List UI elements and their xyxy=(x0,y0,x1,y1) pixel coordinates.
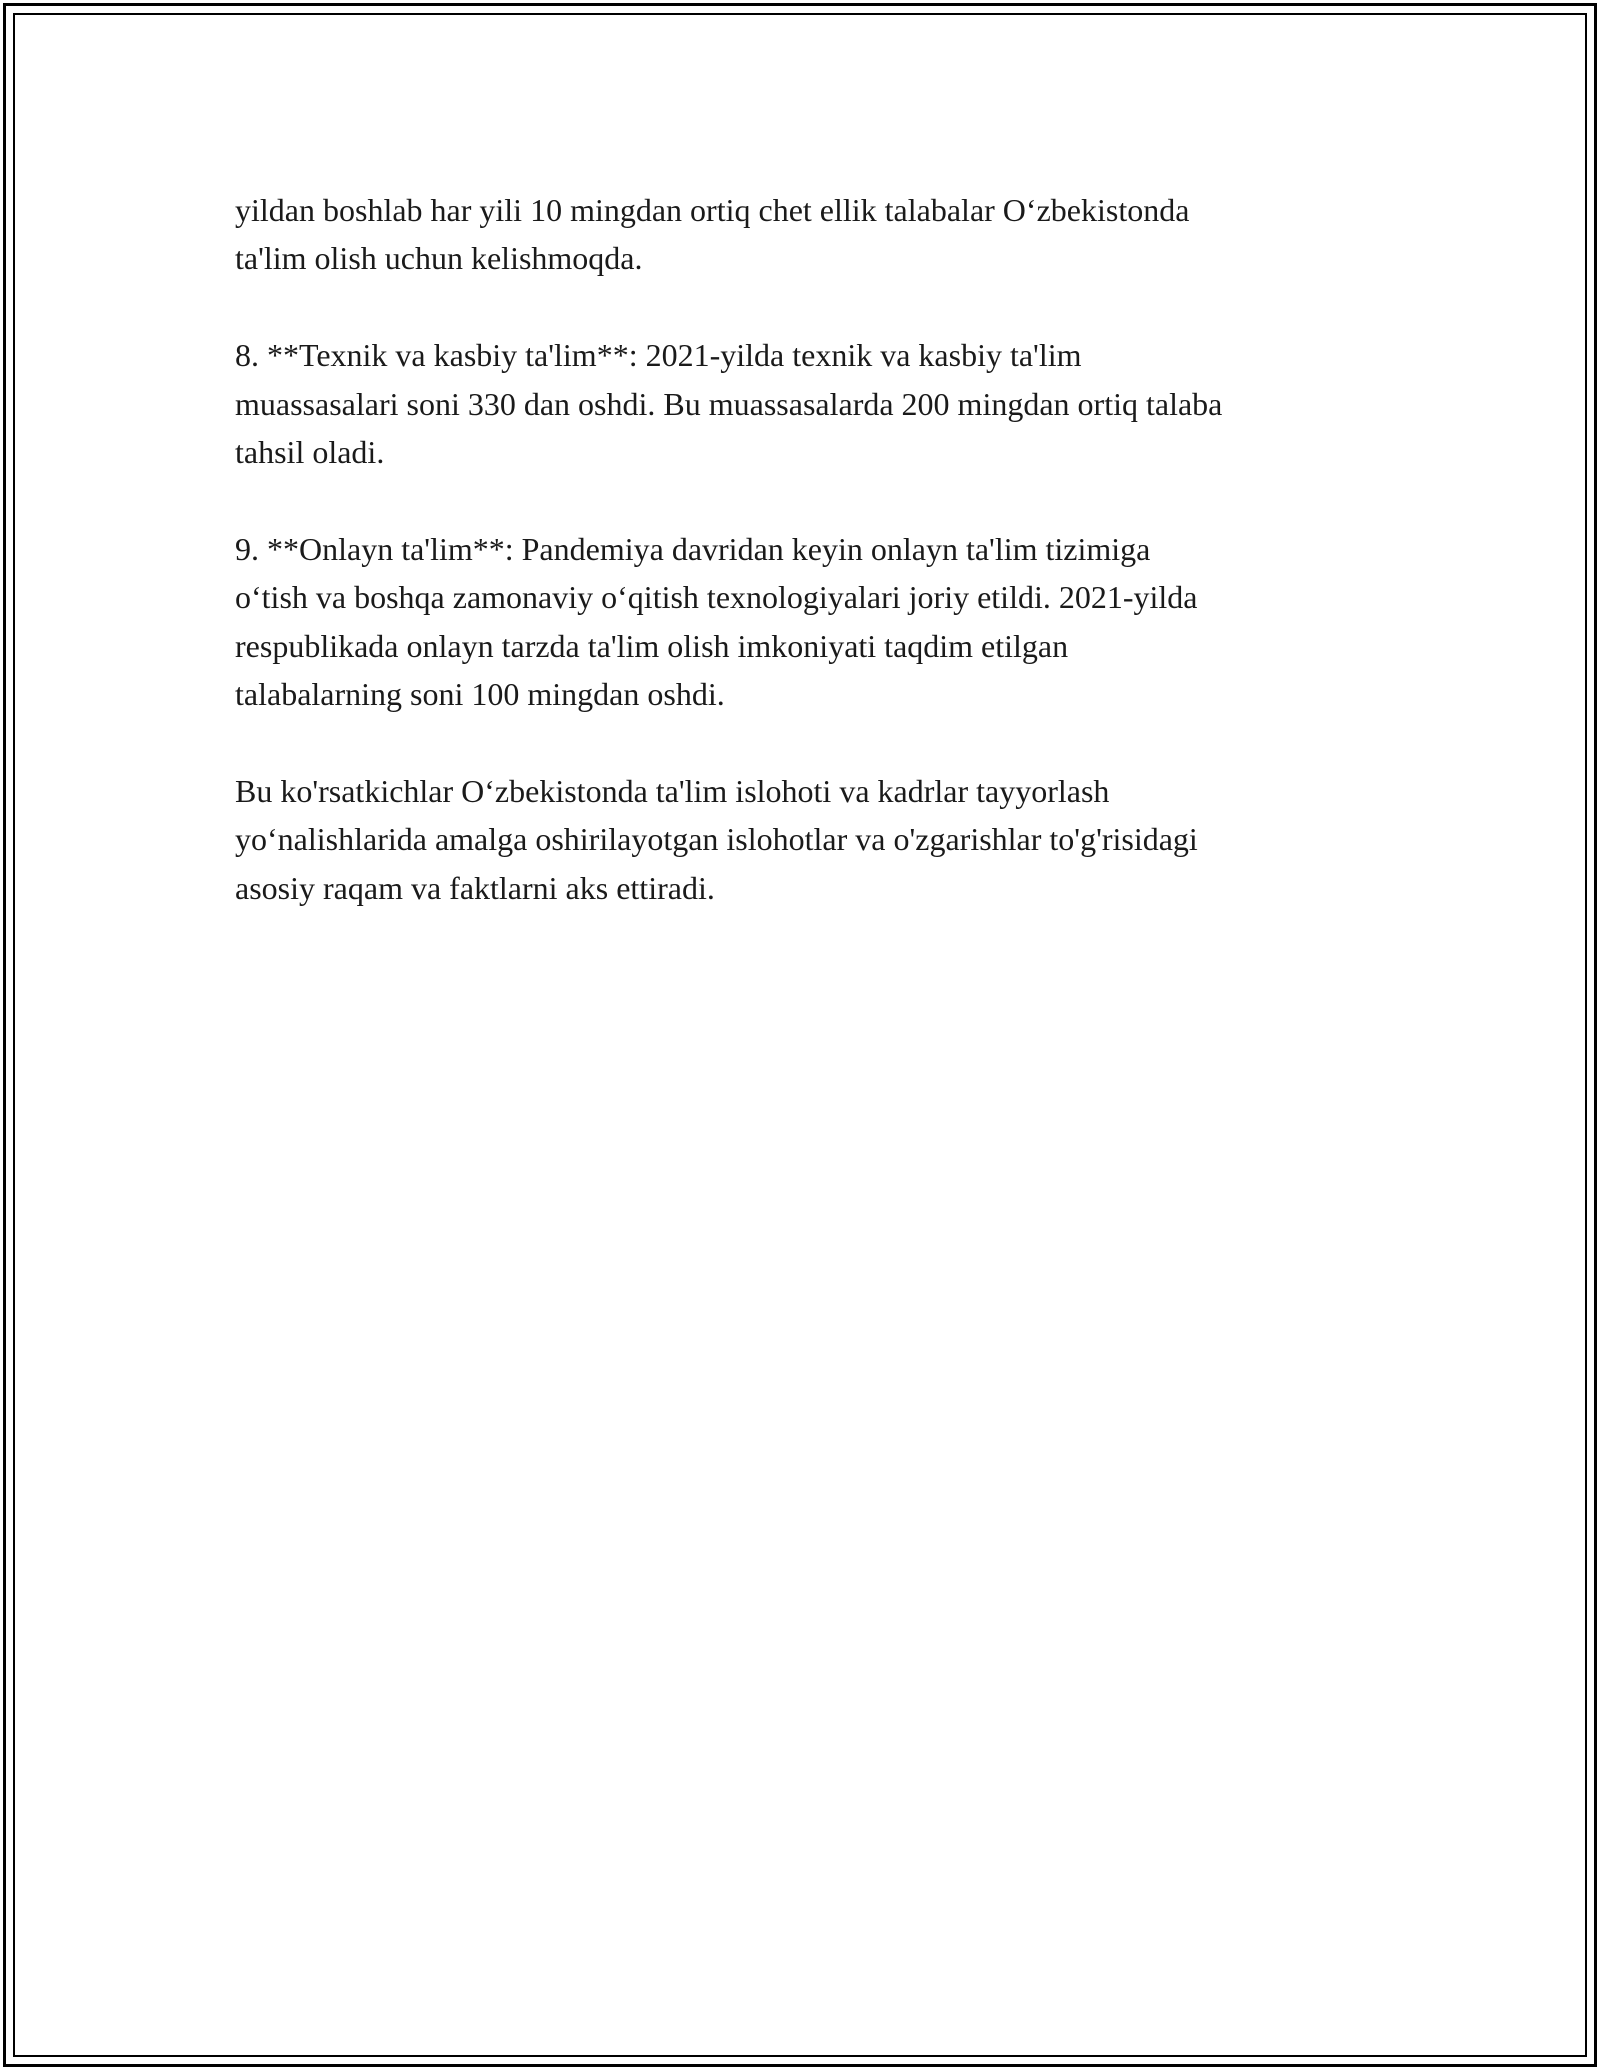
text-line: muassasalari soni 330 dan oshdi. Bu muassasalarda 200 mingdan ortiq talaba xyxy=(235,385,1223,422)
text-line: yo‘nalishlarida amalga oshirilayotgan islohotlar va o'zgarishlar to'g'risidagi xyxy=(235,821,1198,858)
text-line: tahsil oladi. xyxy=(235,434,385,471)
text-line: respublikada onlayn tarzda ta'lim olish imkoniyati taqdim etilgan xyxy=(235,627,1069,664)
text-line: Bu ko'rsatkichlar O‘zbekistonda ta'lim islohoti va kadrlar tayyorlash xyxy=(235,772,1110,809)
paragraph-technical-education xyxy=(235,331,1385,476)
text-line: talabalarning soni 100 mingdan oshdi. xyxy=(235,676,725,713)
document-body xyxy=(235,186,1385,960)
text-line: 9. **Onlayn ta'lim**: Pandemiya davridan keyin onlayn ta'lim tizimiga xyxy=(235,530,1151,567)
text-line: ta'lim olish uchun kelishmoqda. xyxy=(235,240,643,277)
text-line: asosiy raqam va faktlarni aks ettiradi. xyxy=(235,869,715,906)
paragraph-online-education xyxy=(235,525,1385,719)
paragraph-foreign-students xyxy=(235,186,1385,283)
text-line: yildan boshlab har yili 10 mingdan ortiq chet ellik talabalar O‘zbekistonda xyxy=(235,192,1190,228)
paragraph-conclusion xyxy=(235,767,1385,912)
text-line: 8. **Texnik va kasbiy ta'lim**: 2021-yilda texnik va kasbiy ta'lim xyxy=(235,337,1082,374)
text-line: o‘tish va boshqa zamonaviy o‘qitish texnologiyalari joriy etildi. 2021-yilda xyxy=(235,579,1198,616)
